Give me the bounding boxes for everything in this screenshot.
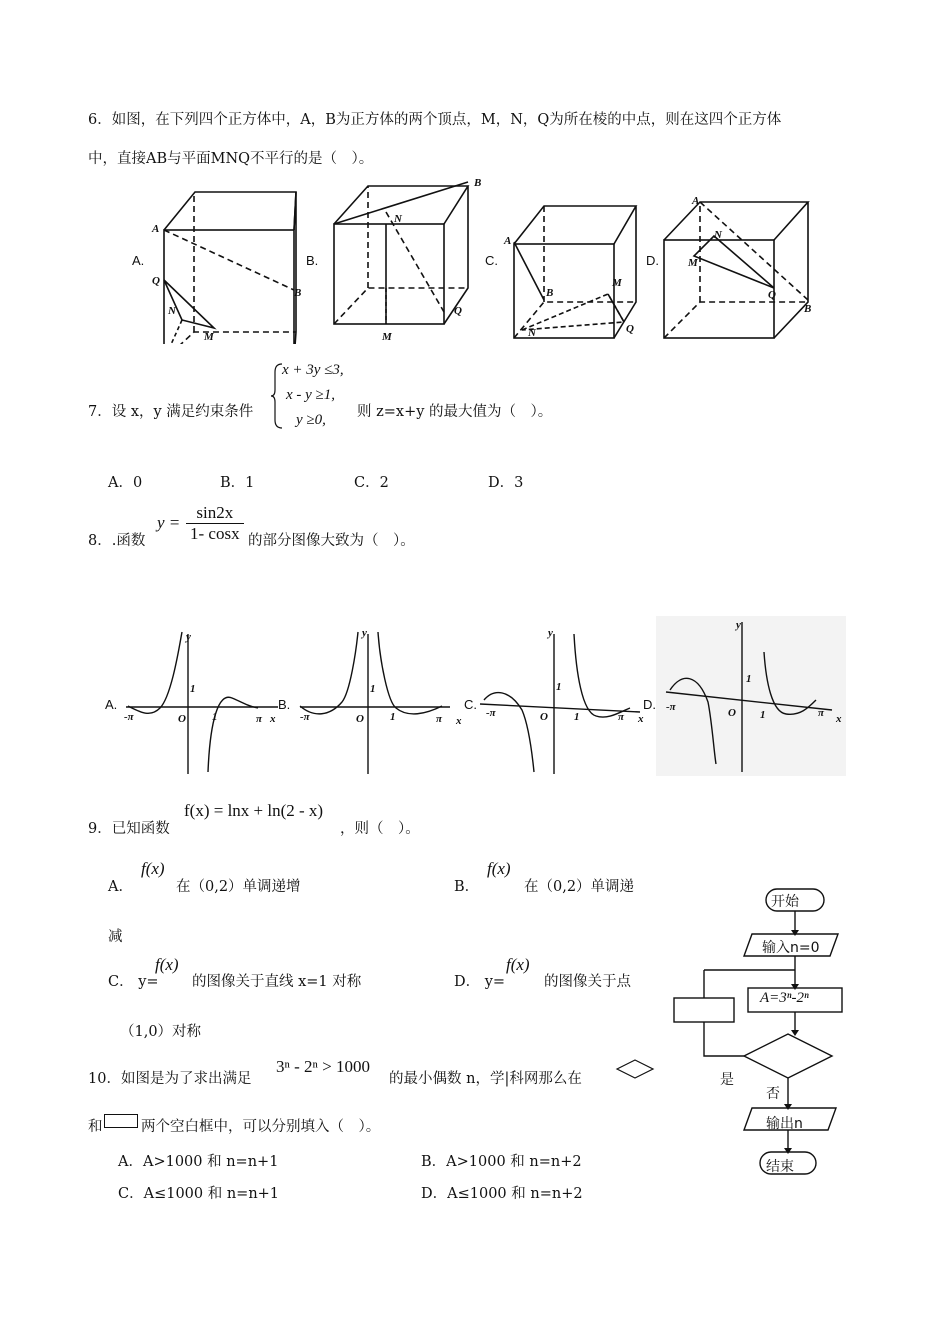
q10-option-c: C．A≤1000 和 n=n+1 bbox=[118, 1186, 280, 1202]
svg-text:B: B bbox=[294, 287, 302, 299]
q7-constraint-2: x - y ≥1, bbox=[286, 387, 336, 403]
q9-optD-fx: f(x) bbox=[506, 955, 530, 974]
graph-b bbox=[300, 632, 450, 774]
q9-optB-cont: 减 bbox=[108, 929, 123, 945]
cube-d bbox=[664, 202, 808, 338]
q8-numerator: sin2x bbox=[186, 503, 244, 524]
flow-yes: 是 bbox=[720, 1072, 734, 1088]
svg-text:y: y bbox=[548, 627, 553, 639]
svg-text:Q: Q bbox=[768, 289, 776, 301]
svg-text:Q: Q bbox=[626, 323, 634, 335]
q8-denominator: 1- cosx bbox=[190, 524, 240, 543]
svg-text:N: N bbox=[528, 327, 536, 339]
flow-no: 否 bbox=[766, 1086, 780, 1102]
q10-line2-suffix: 两个空白框中，可以分别填入（ ）。 bbox=[141, 1119, 381, 1135]
svg-text:N: N bbox=[168, 305, 176, 317]
q8-graphs bbox=[100, 612, 850, 778]
q6-label-b: B. bbox=[306, 253, 319, 268]
svg-text:1: 1 bbox=[746, 673, 752, 685]
diamond-box-icon bbox=[615, 1058, 657, 1080]
q9-optC-label: C． y= bbox=[108, 974, 159, 990]
svg-text:O: O bbox=[178, 713, 186, 725]
svg-text:π: π bbox=[436, 713, 443, 725]
q8-prefix: 8．.函数 bbox=[88, 533, 146, 549]
svg-text:-π: -π bbox=[300, 711, 310, 723]
q7-suffix: 则 z=x+y 的最大值为（ ）。 bbox=[357, 404, 553, 420]
graph-a bbox=[126, 632, 278, 774]
svg-text:π: π bbox=[256, 713, 263, 725]
q10-prefix: 10．如图是为了求出满足 bbox=[88, 1071, 252, 1087]
q7-option-b: B．1 bbox=[220, 475, 255, 491]
cube-b bbox=[334, 182, 468, 324]
svg-text:1: 1 bbox=[370, 683, 376, 695]
svg-text:π: π bbox=[618, 711, 625, 723]
svg-text:M: M bbox=[204, 331, 214, 343]
q6-label-d: D. bbox=[646, 253, 659, 268]
cube-c bbox=[514, 206, 636, 338]
q9-optA-fx: f(x) bbox=[141, 859, 165, 878]
svg-text:x: x bbox=[638, 713, 644, 725]
q6-label-a: A. bbox=[132, 253, 145, 268]
q10-option-a: A．A>1000 和 n=n+1 bbox=[118, 1154, 279, 1170]
q9-optC-text: 的图像关于直线 x=1 对称 bbox=[192, 974, 362, 990]
flowchart bbox=[668, 884, 850, 1184]
q9-optD-label: D． y= bbox=[454, 974, 506, 990]
svg-text:O: O bbox=[356, 713, 364, 725]
svg-text:N: N bbox=[394, 213, 402, 225]
svg-text:B: B bbox=[474, 177, 482, 189]
svg-text:M: M bbox=[382, 331, 392, 343]
rect-box-icon bbox=[104, 1114, 138, 1128]
svg-text:M: M bbox=[612, 277, 622, 289]
q8-label-a: A. bbox=[105, 697, 118, 712]
q10-option-d: D．A≤1000 和 n=n+2 bbox=[421, 1186, 583, 1202]
q9-optC-fx: f(x) bbox=[155, 955, 179, 974]
q9-optA-label: A． bbox=[108, 879, 133, 895]
q7-constraint-3: y ≥0, bbox=[296, 412, 326, 428]
q10-option-b: B．A>1000 和 n=n+2 bbox=[421, 1154, 582, 1170]
q8-fraction bbox=[186, 503, 244, 544]
flow-end: 结束 bbox=[766, 1159, 794, 1175]
q9-formula: f(x) = lnx + ln(2 - x) bbox=[184, 801, 324, 820]
svg-text:Q: Q bbox=[454, 305, 462, 317]
svg-text:y: y bbox=[186, 631, 191, 643]
q9-optD-cont: （1,0）对称 bbox=[120, 1024, 202, 1040]
svg-text:1: 1 bbox=[390, 711, 396, 723]
svg-text:M: M bbox=[688, 257, 698, 269]
svg-text:1: 1 bbox=[760, 709, 766, 721]
svg-text:y: y bbox=[736, 619, 741, 631]
svg-text:1: 1 bbox=[574, 711, 580, 723]
cube-a bbox=[164, 192, 296, 344]
q9-optB-label: B． bbox=[454, 879, 480, 895]
q7-option-d: D．3 bbox=[488, 475, 524, 491]
flow-assign: A=3ⁿ-2ⁿ bbox=[760, 990, 809, 1006]
svg-text:-π: -π bbox=[486, 707, 496, 719]
flow-start: 开始 bbox=[771, 894, 799, 910]
svg-text:O: O bbox=[540, 711, 548, 723]
svg-text:x: x bbox=[270, 713, 276, 725]
q8-label-c: C. bbox=[464, 697, 477, 712]
graph-c bbox=[480, 634, 640, 774]
q10-inequality: 3ⁿ - 2ⁿ > 1000 bbox=[276, 1057, 370, 1076]
q10-line2-prefix: 和 bbox=[88, 1119, 103, 1135]
q9-prefix: 9．已知函数 bbox=[88, 821, 170, 837]
q8-suffix: 的部分图像大致为（ ）。 bbox=[248, 533, 415, 549]
svg-text:x: x bbox=[456, 715, 462, 727]
q8-lhs: y = bbox=[157, 513, 181, 532]
q10-mid: 的最小偶数 n，学|科网那么在 bbox=[389, 1071, 582, 1087]
svg-text:A: A bbox=[504, 235, 512, 247]
svg-text:-π: -π bbox=[124, 711, 134, 723]
svg-text:B: B bbox=[546, 287, 554, 299]
q7-constraint-1: x + 3y ≤3, bbox=[282, 362, 344, 378]
q9-optB-fx: f(x) bbox=[487, 859, 511, 878]
svg-text:N: N bbox=[714, 229, 722, 241]
q7-prefix: 7．设 x，y 满足约束条件 bbox=[88, 404, 254, 420]
q8-label-d: D. bbox=[643, 697, 656, 712]
svg-text:1: 1 bbox=[212, 711, 218, 723]
svg-text:B: B bbox=[804, 303, 812, 315]
q9-optA-text: 在（0,2）单调递增 bbox=[176, 879, 301, 895]
svg-text:Q: Q bbox=[152, 275, 160, 287]
q9-optB-text: 在（0,2）单调递 bbox=[524, 879, 635, 895]
svg-text:-π: -π bbox=[666, 701, 676, 713]
q7-option-c: C．2 bbox=[354, 475, 389, 491]
svg-text:A: A bbox=[152, 223, 160, 235]
q6-line1: 6．如图，在下列四个正方体中，A，B为正方体的两个顶点，M，N，Q为所在棱的中点，则在这四个正方体 bbox=[88, 112, 782, 128]
svg-text:A: A bbox=[692, 195, 700, 207]
svg-text:1: 1 bbox=[190, 683, 196, 695]
svg-text:O: O bbox=[728, 707, 736, 719]
flow-input: 输入n=0 bbox=[762, 940, 820, 956]
svg-text:x: x bbox=[836, 713, 842, 725]
q7-option-a: A．0 bbox=[108, 475, 143, 491]
svg-text:y: y bbox=[362, 627, 367, 639]
q8-label-b: B. bbox=[278, 697, 291, 712]
q6-line2: 中，直接AB与平面MNQ不平行的是（ ）。 bbox=[88, 151, 374, 167]
q6-label-c: C. bbox=[485, 253, 498, 268]
q9-optD-text: 的图像关于点 bbox=[544, 974, 631, 990]
svg-text:π: π bbox=[818, 707, 825, 719]
q9-suffix: ，则（ ）。 bbox=[340, 821, 420, 837]
flow-output: 输出n bbox=[766, 1116, 803, 1132]
svg-text:1: 1 bbox=[556, 681, 562, 693]
